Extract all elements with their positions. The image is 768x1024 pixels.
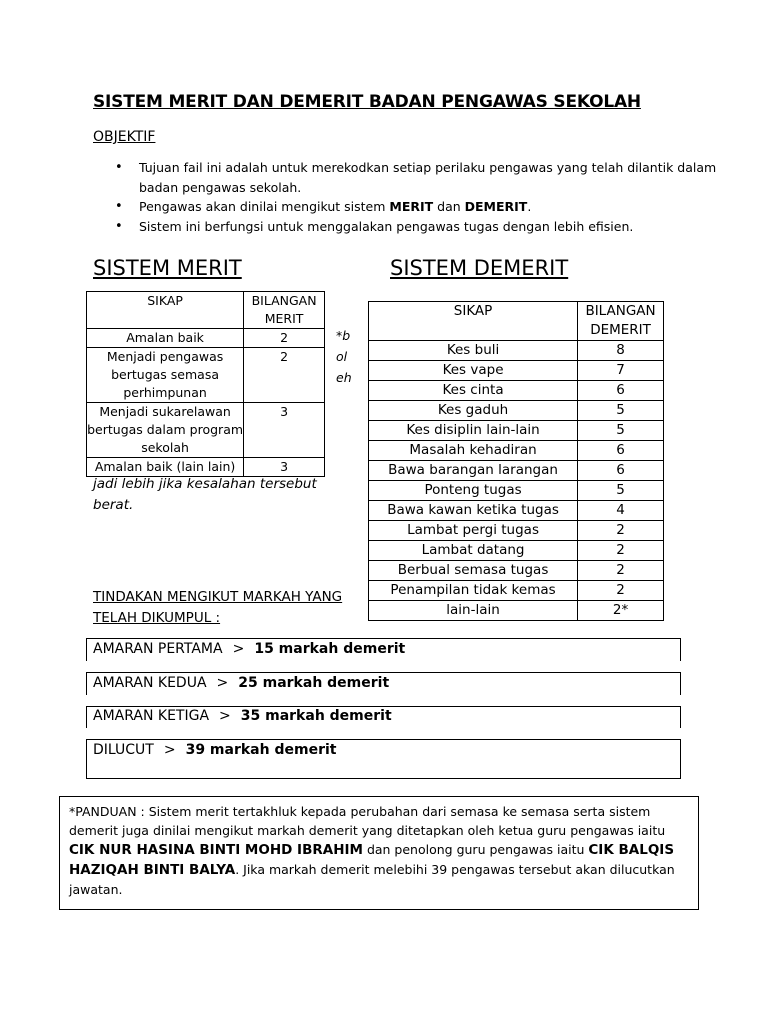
table-row (369, 341, 664, 361)
cell-nilai: 6 (578, 461, 664, 481)
amaran-label: DILUCUT (93, 742, 154, 758)
col-sikap-header: SIKAP (369, 302, 578, 341)
cell-nilai: 2 (578, 561, 664, 581)
table-row (369, 381, 664, 401)
cell-sikap: Lambat datang (369, 541, 578, 561)
table-row (87, 348, 325, 403)
table-header-row (87, 292, 325, 329)
cell-sikap: Bawa barangan larangan (369, 461, 578, 481)
bullet-text: dan (433, 199, 465, 214)
cell-nilai: 2 (578, 541, 664, 561)
cell-sikap: Amalan baik (lain lain) (87, 458, 244, 477)
merit-table (86, 291, 325, 477)
cell-nilai: 2 (244, 329, 325, 348)
page-title: SISTEM MERIT DAN DEMERIT BADAN PENGAWAS SEKOLAH (93, 92, 641, 112)
amaran-value: 39 markah demerit (185, 742, 337, 758)
objektif-heading: OBJEKTIF (93, 129, 156, 145)
bullet-text: Tujuan fail ini adalah untuk merekodkan setiap perilaku pengawas yang telah dilantik dalam badan pengawas sekolah. (139, 160, 717, 195)
table-row (369, 541, 664, 561)
table-row (87, 403, 325, 458)
table-row (369, 401, 664, 421)
cell-sikap: Kes gaduh (369, 401, 578, 421)
list-item (139, 158, 719, 197)
amaran-value: 35 markah demerit (240, 708, 392, 724)
demerit-keyword: DEMERIT (464, 199, 528, 214)
table-row (369, 561, 664, 581)
cell-sikap: Penampilan tidak kemas (369, 581, 578, 601)
table-row (369, 361, 664, 381)
cell-sikap: Kes disiplin lain-lain (369, 421, 578, 441)
merit-keyword: MERIT (389, 199, 434, 214)
arrow-symbol: > (216, 675, 229, 691)
cell-sikap: Ponteng tugas (369, 481, 578, 501)
objektif-list (113, 158, 719, 236)
table-row (87, 329, 325, 348)
demerit-heading: SISTEM DEMERIT (390, 256, 569, 280)
cell-sikap: Kes vape (369, 361, 578, 381)
cell-nilai: 5 (578, 481, 664, 501)
cell-nilai: 2 (244, 348, 325, 403)
cell-nilai: 5 (578, 401, 664, 421)
arrow-symbol: > (163, 742, 176, 758)
merit-heading: SISTEM MERIT (93, 256, 242, 280)
cell-sikap: Menjadi pengawas bertugas semasa perhimpunan (87, 348, 244, 403)
side-note: *b ol eh (336, 328, 352, 385)
bullet-text: Pengawas akan dinilai mengikut sistem (139, 199, 390, 214)
bullet-text: Sistem ini berfungsi untuk menggalakan pengawas tugas dengan lebih efisien. (139, 218, 634, 234)
cell-sikap: Berbual semasa tugas (369, 561, 578, 581)
cell-sikap: Masalah kehadiran (369, 441, 578, 461)
list-item (139, 217, 719, 237)
panduan-text: . Jika markah demerit melebihi 39 pengawas tersebut akan dilucutkan jawatan. (69, 862, 675, 897)
cell-sikap: Lambat pergi tugas (369, 521, 578, 541)
table-row (369, 421, 664, 441)
table-row (369, 501, 664, 521)
cell-nilai: 2 (578, 521, 664, 541)
panduan-box (59, 796, 699, 910)
amaran-pertama-box (86, 638, 681, 661)
table-row (369, 521, 664, 541)
col-bilangan-header: BILANGAN MERIT (244, 292, 325, 329)
tindakan-heading: TINDAKAN MENGIKUT MARKAH YANG TELAH DIKUMPUL : (93, 589, 343, 626)
cell-sikap: Bawa kawan ketika tugas (369, 501, 578, 521)
cell-nilai: 7 (578, 361, 664, 381)
cell-nilai: 2* (578, 601, 664, 621)
amaran-label: AMARAN PERTAMA (93, 641, 223, 657)
cell-nilai: 2 (578, 581, 664, 601)
panduan-text: *PANDUAN : Sistem merit tertakhluk kepada perubahan dari semasa ke semasa serta sistem demerit juga dinilai mengikut markah demerit yang ditetapkan oleh ketua guru pengawas iaitu (69, 804, 666, 838)
table-row (369, 441, 664, 461)
table-row (369, 481, 664, 501)
arrow-symbol: > (219, 708, 231, 724)
cell-nilai: 4 (578, 501, 664, 521)
amaran-label: AMARAN KETIGA (93, 708, 210, 724)
cell-nilai: 3 (244, 458, 325, 477)
cell-sikap: Kes buli (369, 341, 578, 361)
table-header-row (369, 302, 664, 341)
amaran-label: AMARAN KEDUA (93, 675, 207, 691)
guru-name: CIK NUR HASINA BINTI MOHD IBRAHIM (69, 842, 363, 858)
berat-note: jadi lebih jika kesalahan tersebut berat. (93, 476, 317, 513)
demerit-table (368, 301, 664, 621)
cell-sikap: Menjadi sukarelawan bertugas dalam program sekolah (87, 403, 244, 458)
amaran-kedua-box (86, 672, 681, 695)
list-item (139, 197, 719, 217)
cell-nilai: 5 (578, 421, 664, 441)
cell-nilai: 6 (578, 441, 664, 461)
col-sikap-header: SIKAP (87, 292, 244, 329)
bullet-text: . (527, 199, 532, 214)
table-row (369, 461, 664, 481)
guru-name: CIK BALQIS HAZIQAH BINTI BALYA (69, 842, 675, 878)
cell-nilai: 3 (244, 403, 325, 458)
amaran-ketiga-box (86, 706, 681, 728)
cell-nilai: 6 (578, 381, 664, 401)
col-bilangan-header: BILANGAN DEMERIT (578, 302, 664, 341)
cell-sikap: Amalan baik (87, 329, 244, 348)
table-row (369, 581, 664, 601)
cell-sikap: lain-lain (369, 601, 578, 621)
amaran-value: 15 markah demerit (254, 641, 406, 657)
cell-nilai: 8 (578, 341, 664, 361)
cell-sikap: Kes cinta (369, 381, 578, 401)
table-row (369, 601, 664, 621)
panduan-text: dan penolong guru pengawas iaitu (362, 842, 589, 857)
arrow-symbol: > (232, 641, 245, 657)
dilucut-box (86, 739, 681, 779)
amaran-value: 25 markah demerit (238, 675, 390, 691)
